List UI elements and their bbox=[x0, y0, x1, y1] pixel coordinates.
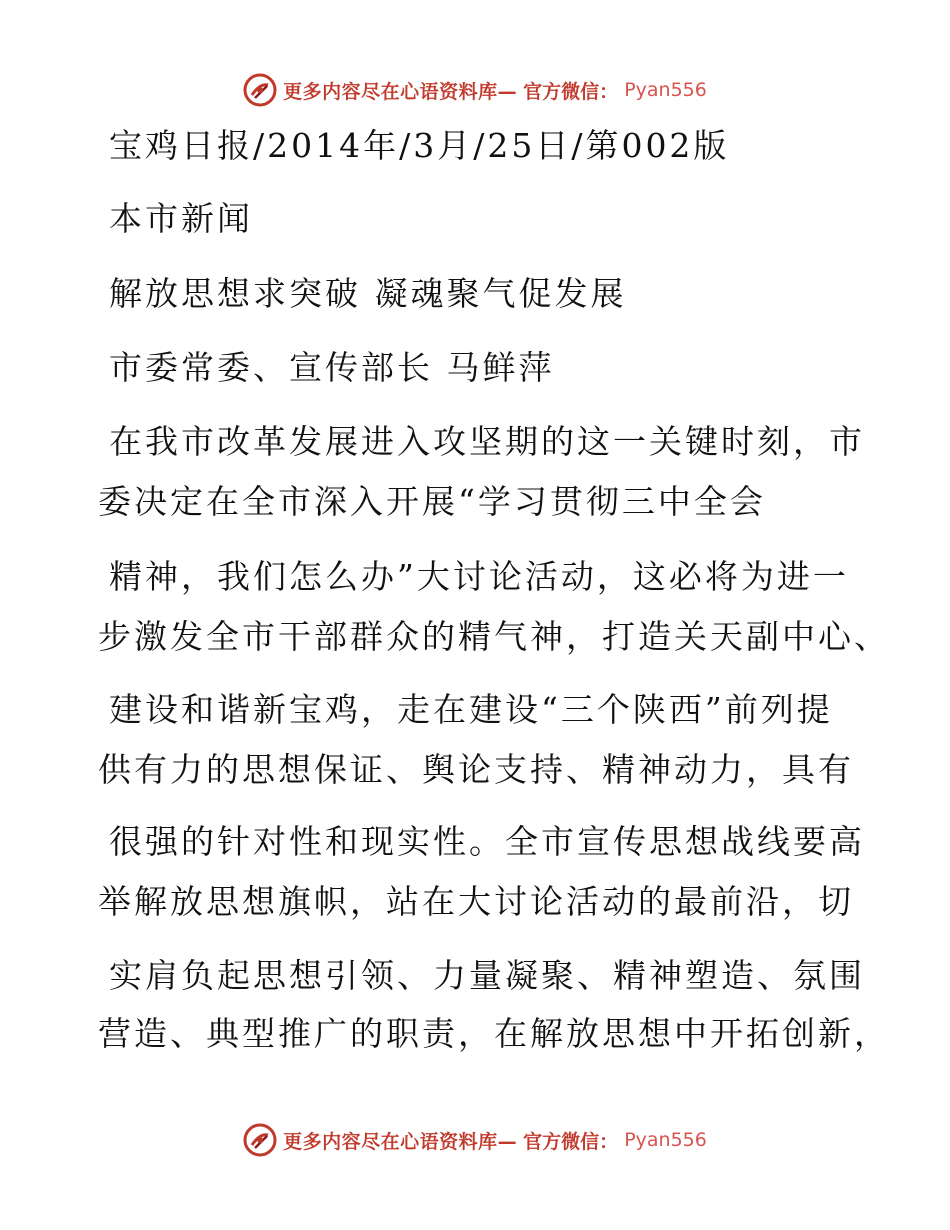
body-line: 在我市改革发展进入攻坚期的这一关键时刻，市 bbox=[109, 422, 865, 461]
body-line: 委决定在全市深入开展“学习贯彻三中全会 bbox=[98, 482, 766, 521]
body-line: 精神，我们怎么办”大讨论活动，这必将为进一 bbox=[109, 557, 849, 596]
body-line: 建设和谐新宝鸡，走在建设“三个陕西”前列提 bbox=[109, 690, 833, 729]
body-line: 步激发全市干部群众的精气神，打造关天副中心、 bbox=[98, 617, 890, 656]
watermark-wechat-label: 官方微信： bbox=[523, 80, 619, 103]
watermark-text: 更多内容尽在心语资料库— bbox=[283, 1130, 518, 1153]
section-name: 本市新闻 bbox=[109, 199, 253, 238]
book-pen-logo-icon bbox=[243, 73, 277, 107]
book-pen-logo-icon bbox=[243, 1123, 277, 1157]
watermark-header bbox=[0, 70, 950, 110]
body-line: 营造、典型推广的职责，在解放思想中开拓创新， bbox=[98, 1014, 890, 1053]
watermark-wechat-id: Pyan556 bbox=[624, 79, 707, 101]
watermark-text: 更多内容尽在心语资料库— bbox=[283, 80, 518, 103]
watermark-footer bbox=[0, 1120, 950, 1160]
headline: 解放思想求突破 凝魂聚气促发展 bbox=[109, 274, 627, 313]
watermark-wechat-id: Pyan556 bbox=[624, 1129, 707, 1151]
body-line: 很强的针对性和现实性。全市宣传思想战线要高 bbox=[109, 822, 865, 861]
source-line: 宝鸡日报/2014年/3月/25日/第002版 bbox=[109, 126, 730, 165]
watermark-wechat-label: 官方微信： bbox=[523, 1130, 619, 1153]
body-line: 举解放思想旗帜，站在大讨论活动的最前沿，切 bbox=[98, 882, 854, 921]
body-line: 实肩负起思想引领、力量凝聚、精神塑造、氛围 bbox=[109, 956, 865, 995]
body-line: 供有力的思想保证、舆论支持、精神动力，具有 bbox=[98, 750, 854, 789]
byline: 市委常委、宣传部长 马鲜萍 bbox=[109, 348, 555, 387]
